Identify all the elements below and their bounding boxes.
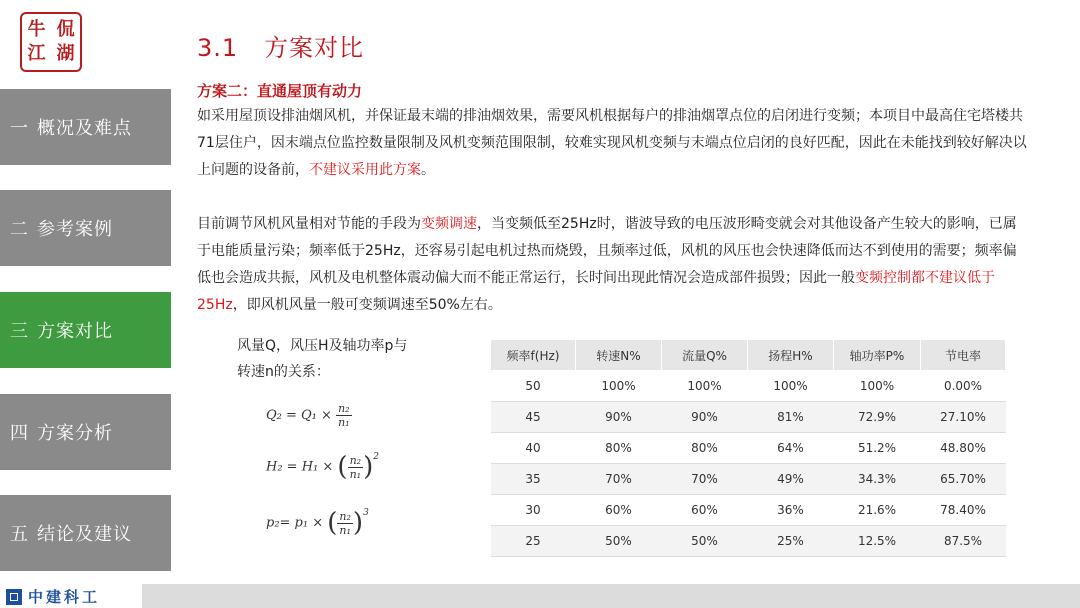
paragraph-text: ，当变频低至25Hz时，谐波导致的电压波形畸变就会对其他设备产生较大的影响，已属于电能质量污染；频率低于25Hz，还容易引起电机过热而烧毁，且频率过低，风机的风压也会快速降低而达不到使用的需要；频率偏低也会造成共振，风机及电机整体震动偏大而不能正常运行，长时间出现此情况会造成部件损毁；因此一般: [197, 216, 1017, 286]
formula-exponent: 2: [373, 452, 379, 462]
table-cell: 65.70%: [921, 464, 1006, 495]
footer-bar: [0, 584, 1080, 608]
formula-power: [266, 508, 369, 538]
table-cell: 87.5%: [921, 526, 1006, 557]
paragraph-text: ，即风机风量一般可变频调速至50%左右。: [232, 297, 502, 313]
logo-char: 江: [27, 43, 46, 64]
scheme-subtitle: 方案二：直通屋顶有动力: [197, 82, 363, 100]
table-cell: 25%: [748, 526, 834, 557]
table-cell: 90%: [662, 402, 748, 433]
company-name: 中建科工: [28, 588, 101, 606]
sidebar-item-scheme-analysis[interactable]: [0, 394, 171, 470]
table-cell: 30: [491, 495, 576, 526]
table-cell: 60%: [576, 495, 662, 526]
paragraph-text: 如采用屋顶设排油烟风机，并保证最末端的排油烟效果，需要风机根据每户的排油烟罩点位的启闭进行变频；本项目中最高住宅塔楼共71层住户，因末端点位监控数量限制及风机变频范围限制，较难实现风机变频与末端点位启闭的良好匹配，因此在未能找到较好解决以上问题的设备前，: [197, 108, 1027, 178]
logo-char: 侃: [56, 19, 75, 40]
table-row: [491, 371, 1006, 402]
paren-close: ): [352, 508, 364, 538]
sidebar-item-number: 四: [10, 423, 29, 444]
table-row: [491, 433, 1006, 464]
table-row: [491, 402, 1006, 433]
table-cell: 100%: [662, 371, 748, 402]
sidebar-item-conclusion[interactable]: [0, 495, 171, 571]
section-number: 3.1: [197, 34, 239, 62]
formula-flow: [266, 402, 352, 429]
table-row: [491, 526, 1006, 557]
fan-performance-table: [490, 339, 1006, 557]
sidebar-item-reference-cases[interactable]: [0, 190, 171, 266]
fraction-denominator: n₁: [339, 523, 351, 537]
table-cell: 50: [491, 371, 576, 402]
company-logo-icon: [6, 589, 22, 605]
relation-description: 风量Q，风压H及轴功率p与转速n的关系：: [237, 338, 408, 380]
paren-close: ): [363, 452, 374, 482]
column-header: 转速N%: [576, 340, 662, 371]
table-cell: 12.5%: [834, 526, 921, 557]
paragraph-text: 目前调节风机风量相对节能的手段为: [197, 216, 421, 232]
table-cell: 100%: [576, 371, 662, 402]
fraction-denominator: n₁: [338, 416, 350, 429]
paragraph-text: 。: [421, 162, 435, 178]
highlight-not-recommended: 不建议采用此方案: [309, 162, 421, 178]
highlight-25hz-limit: 变频控制都不建议低于25Hz: [197, 270, 995, 313]
table-cell: 27.10%: [921, 402, 1006, 433]
sidebar-item-number: 五: [10, 524, 29, 545]
formula-pressure: [266, 452, 379, 482]
table-row: [491, 495, 1006, 526]
logo-char: 牛: [27, 19, 46, 40]
table-cell: 49%: [748, 464, 834, 495]
footer-brand: [6, 586, 100, 607]
table-cell: 80%: [576, 433, 662, 464]
sidebar-item-label: 结论及建议: [37, 524, 132, 545]
paren-open: (: [327, 508, 338, 538]
table-cell: 45: [491, 402, 576, 433]
table-cell: 25: [491, 526, 576, 557]
sidebar-item-number: 二: [10, 219, 29, 240]
paragraph-scheme-description: [197, 103, 1027, 184]
brand-seal-logo: [20, 12, 82, 72]
table-cell: 21.6%: [834, 495, 921, 526]
paren-open: (: [337, 452, 348, 482]
formula-fraction: [348, 454, 364, 481]
table-cell: 70%: [662, 464, 748, 495]
sidebar-item-label: 概况及难点: [37, 118, 132, 139]
table-cell: 64%: [748, 433, 834, 464]
formula-fraction: [337, 510, 353, 537]
sidebar-item-overview[interactable]: [0, 89, 171, 165]
table-cell: 35: [491, 464, 576, 495]
fraction-numerator: n₂: [338, 402, 350, 415]
table-cell: 0.00%: [921, 371, 1006, 402]
column-header: 轴功率P%: [834, 340, 921, 371]
table-cell: 34.3%: [834, 464, 921, 495]
column-header: 流量Q%: [662, 340, 748, 371]
table-cell: 100%: [748, 371, 834, 402]
sidebar-item-label: 方案分析: [37, 423, 113, 444]
sidebar-item-number: 三: [10, 321, 29, 342]
table-cell: 78.40%: [921, 495, 1006, 526]
fraction-denominator: n₁: [349, 467, 362, 481]
table-cell: 90%: [576, 402, 662, 433]
logo-char: 湖: [56, 43, 75, 64]
table-header-row: [491, 340, 1006, 371]
table-cell: 40: [491, 433, 576, 464]
table-row: [491, 464, 1006, 495]
fraction-numerator: n₂: [339, 509, 351, 523]
table-cell: 48.80%: [921, 433, 1006, 464]
column-header: 扬程H%: [748, 340, 834, 371]
sidebar-item-scheme-comparison[interactable]: [0, 292, 171, 368]
sidebar-item-label: 参考案例: [37, 219, 113, 240]
table-cell: 81%: [748, 402, 834, 433]
formula-lhs: Q₂ = Q₁ ×: [266, 408, 332, 423]
column-header: 节电率: [921, 340, 1006, 371]
table-cell: 70%: [576, 464, 662, 495]
table-cell: 72.9%: [834, 402, 921, 433]
table-cell: 100%: [834, 371, 921, 402]
sidebar-item-number: 一: [10, 118, 29, 139]
formula-lhs: H₂ = H₁ ×: [266, 459, 334, 475]
table-cell: 36%: [748, 495, 834, 526]
fraction-numerator: n₂: [349, 453, 362, 467]
table-cell: 60%: [662, 495, 748, 526]
table-cell: 51.2%: [834, 433, 921, 464]
paragraph-frequency-control: [197, 211, 1027, 319]
table-cell: 50%: [662, 526, 748, 557]
formula-lhs: p₂= p₁ ×: [266, 515, 324, 531]
table-cell: 80%: [662, 433, 748, 464]
section-title: 方案对比: [264, 34, 365, 62]
column-header: 频率f(Hz): [491, 340, 576, 371]
formula-exponent: 3: [363, 508, 369, 518]
formula-fraction: [336, 402, 352, 429]
page-title: [197, 28, 364, 63]
highlight-vfd: 变频调速: [421, 216, 477, 232]
sidebar-item-label: 方案对比: [37, 321, 113, 342]
table-cell: 50%: [576, 526, 662, 557]
